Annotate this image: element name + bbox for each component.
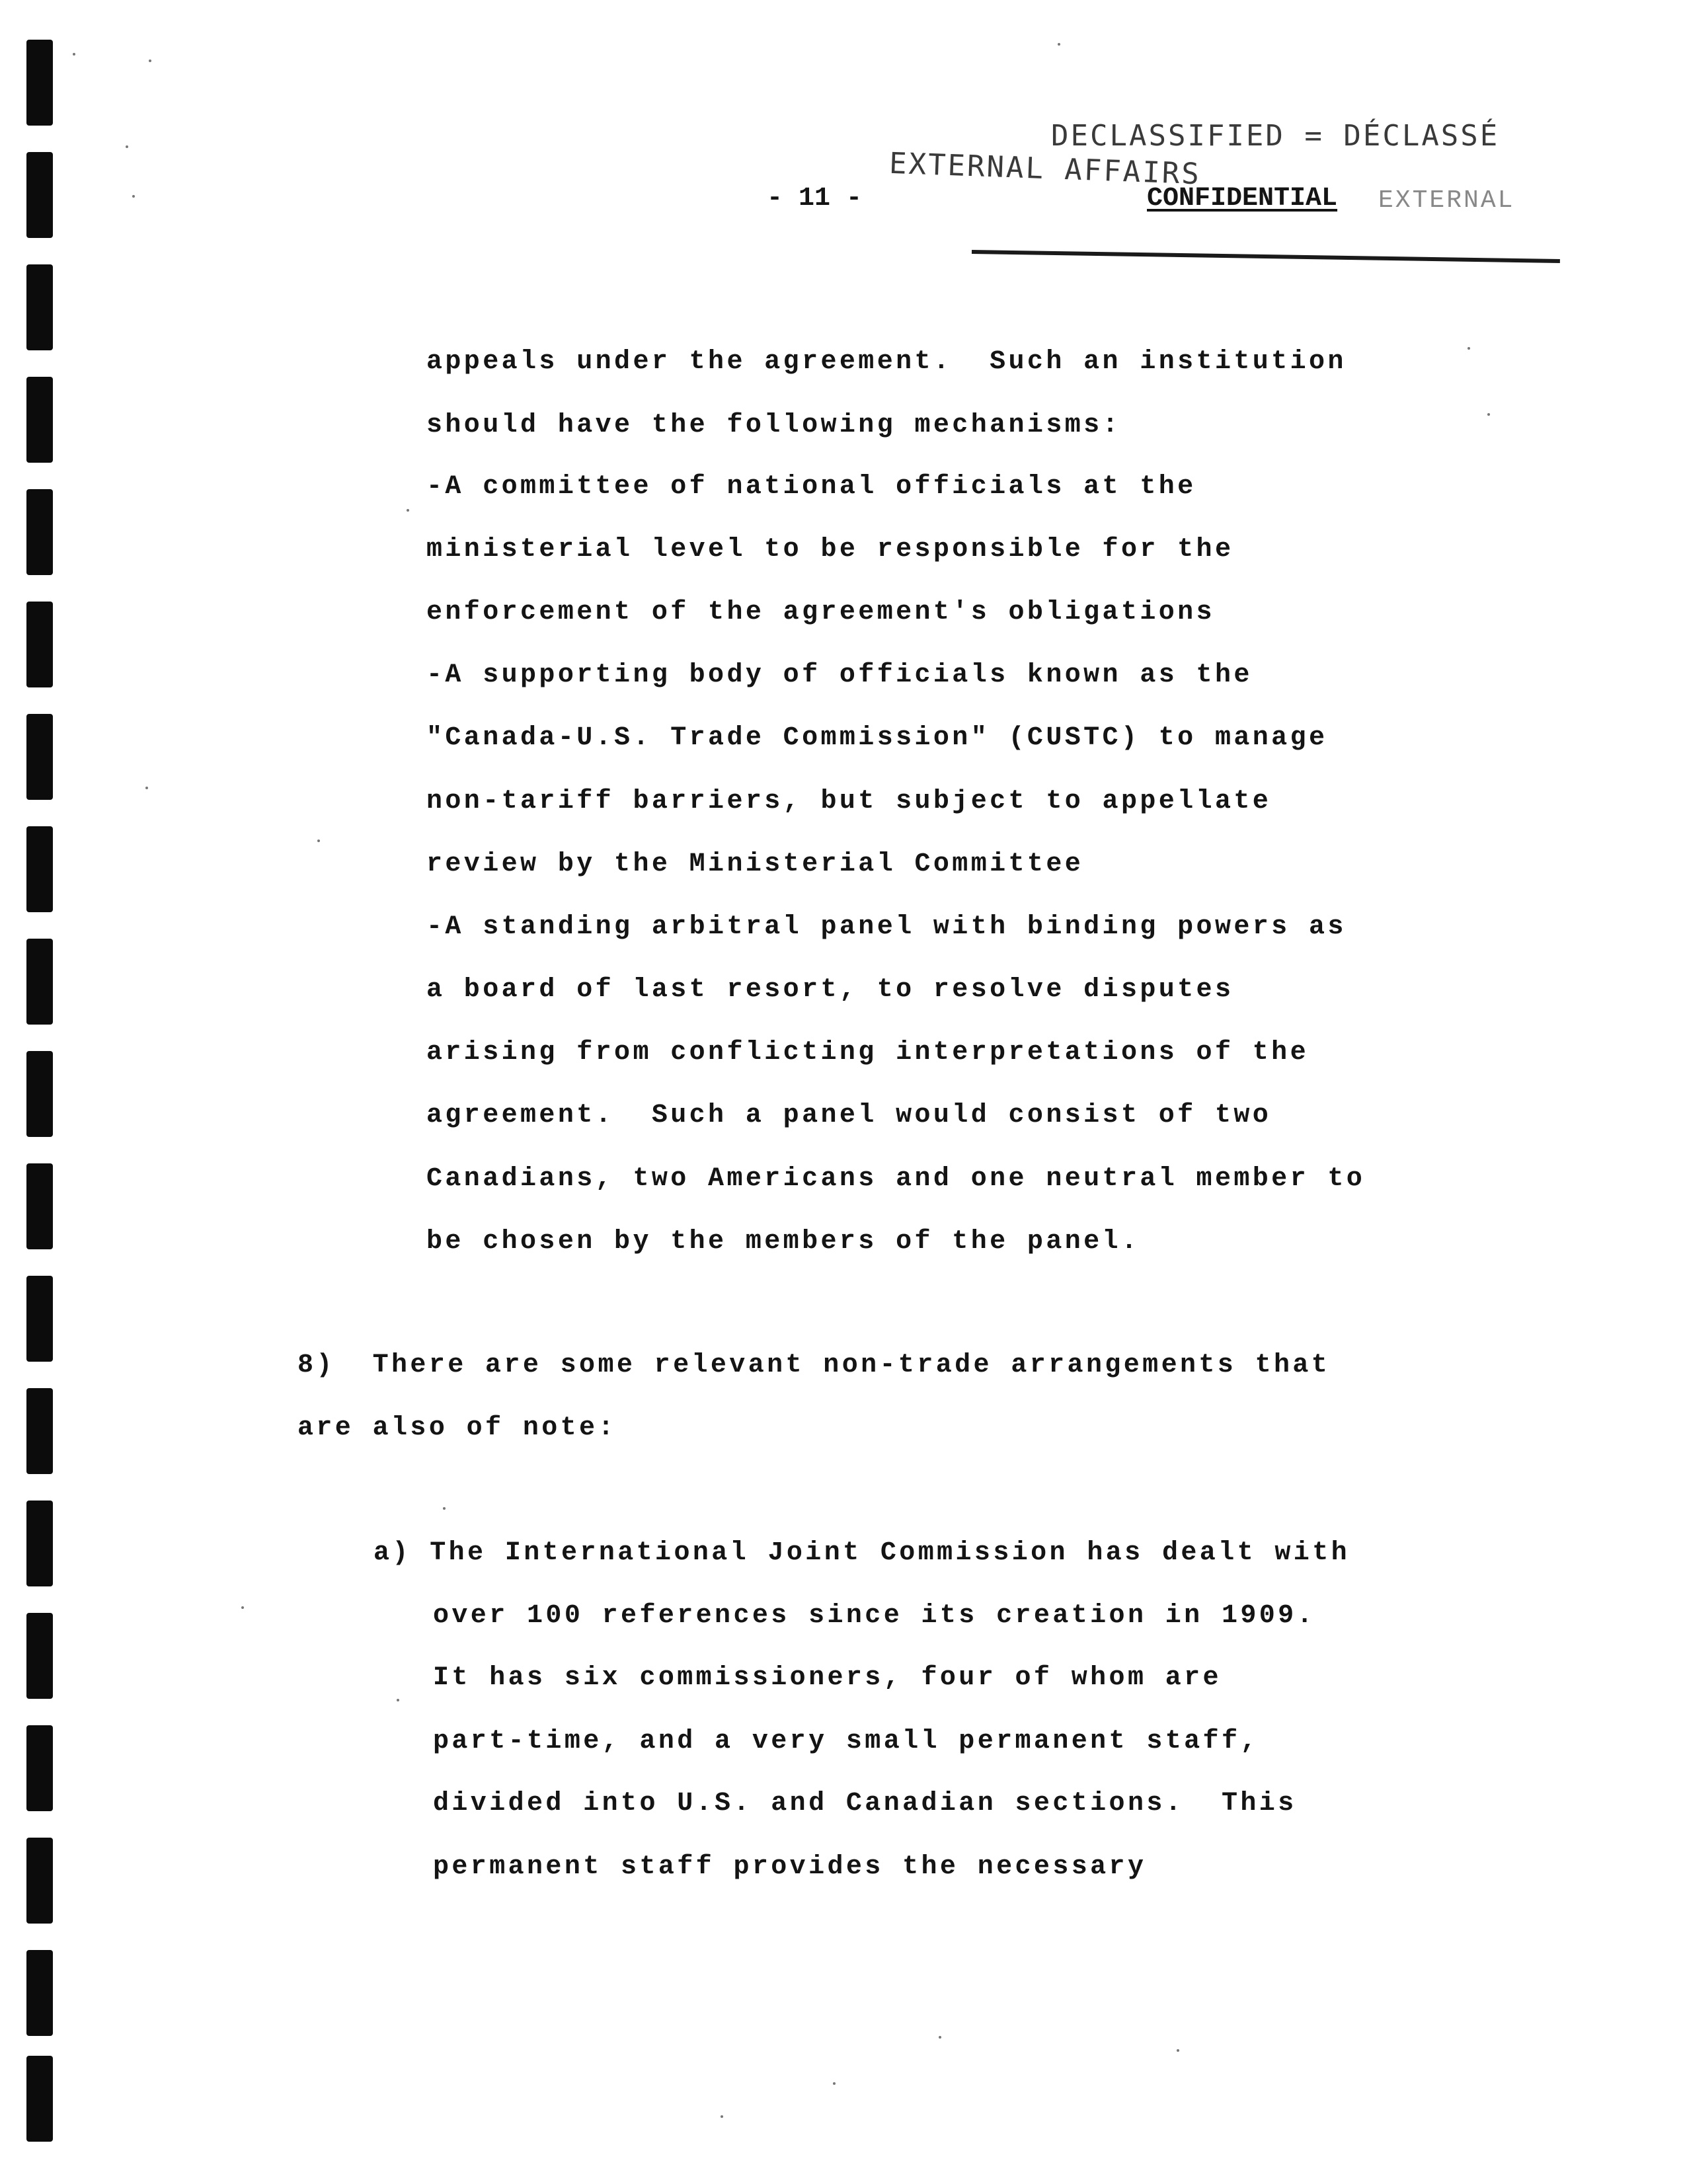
scan-speck <box>1177 2049 1179 2052</box>
item-8-line: are also of note: <box>297 1413 617 1443</box>
body-line: should have the following mechanisms: <box>426 410 1121 440</box>
scan-speck <box>1487 413 1490 416</box>
header-rule <box>972 250 1560 263</box>
binder-hole <box>26 264 53 350</box>
binder-hole <box>26 714 53 800</box>
item-a-line: permanent staff provides the necessary <box>433 1852 1147 1882</box>
body-line: a board of last resort, to resolve disputes <box>426 975 1234 1005</box>
binder-hole <box>26 602 53 687</box>
binder-hole <box>26 377 53 463</box>
scan-speck <box>939 2036 941 2039</box>
body-line: be chosen by the members of the panel. <box>426 1227 1140 1257</box>
body-line: -A standing arbitral panel with binding powers as <box>426 912 1347 942</box>
declassified-stamp: DECLASSIFIED = DÉCLASSÉ <box>1051 119 1500 153</box>
scan-speck <box>1468 347 1470 350</box>
binder-hole <box>26 1838 53 1924</box>
body-line: review by the Ministerial Committee <box>426 849 1084 879</box>
binder-hole <box>26 2056 53 2142</box>
body-line: -A supporting body of officials known as the <box>426 660 1253 690</box>
item-a-line: It has six commissioners, four of whom are <box>433 1663 1222 1693</box>
binder-hole <box>26 939 53 1025</box>
scan-speck <box>443 1507 446 1510</box>
scan-speck <box>241 1606 244 1609</box>
scan-speck <box>317 839 320 842</box>
page-number: - 11 - <box>767 184 863 214</box>
item-a-line: divided into U.S. and Canadian sections. This <box>433 1789 1297 1818</box>
external-affairs-stamp: EXTERNAL AFFAIRS <box>888 146 1202 192</box>
body-line: -A committee of national officials at the <box>426 472 1196 502</box>
scan-speck <box>126 145 128 148</box>
binder-hole <box>26 1613 53 1699</box>
body-line: ministerial level to be responsible for the <box>426 535 1234 565</box>
item-a-line: part-time, and a very small permanent staff, <box>433 1727 1259 1756</box>
binder-hole <box>26 1388 53 1474</box>
binder-hole <box>26 826 53 912</box>
body-line: enforcement of the agreement's obligations <box>426 598 1215 627</box>
confidential-marking: CONFIDENTIAL <box>1147 184 1338 214</box>
scan-speck <box>149 59 151 62</box>
body-line: agreement. Such a panel would consist of two <box>426 1101 1272 1130</box>
body-line: "Canada-U.S. Trade Commission" (CUSTC) to manage <box>426 723 1328 753</box>
item-8-line: 8) There are some relevant non-trade arrangements that <box>297 1350 1331 1380</box>
scan-speck <box>1058 43 1060 46</box>
binder-hole <box>26 152 53 238</box>
binder-hole <box>26 1725 53 1811</box>
body-line: arising from conflicting interpretations of the <box>426 1038 1309 1068</box>
scan-speck <box>407 509 409 512</box>
body-line: appeals under the agreement. Such an institution <box>426 347 1347 377</box>
item-a-line: over 100 references since its creation in 1909. <box>433 1601 1315 1631</box>
binder-hole <box>26 489 53 575</box>
scan-speck <box>73 53 75 56</box>
body-line: Canadians, two Americans and one neutral member to <box>426 1164 1366 1194</box>
scan-speck <box>833 2082 836 2085</box>
binder-hole <box>26 1950 53 2036</box>
binder-hole <box>26 1276 53 1362</box>
binder-holes <box>26 40 53 2142</box>
binder-hole <box>26 1163 53 1249</box>
binder-hole <box>26 1051 53 1137</box>
binder-hole <box>26 1501 53 1586</box>
confidential-stamp-fragment: EXTERNAL <box>1378 186 1515 215</box>
scan-speck <box>721 2115 723 2118</box>
item-a-line: a) The International Joint Commission has dealt with <box>373 1538 1350 1568</box>
body-line: non-tariff barriers, but subject to appellate <box>426 787 1272 816</box>
binder-hole <box>26 40 53 126</box>
scan-speck <box>145 787 148 789</box>
scan-speck <box>397 1699 399 1701</box>
scan-speck <box>132 195 135 198</box>
